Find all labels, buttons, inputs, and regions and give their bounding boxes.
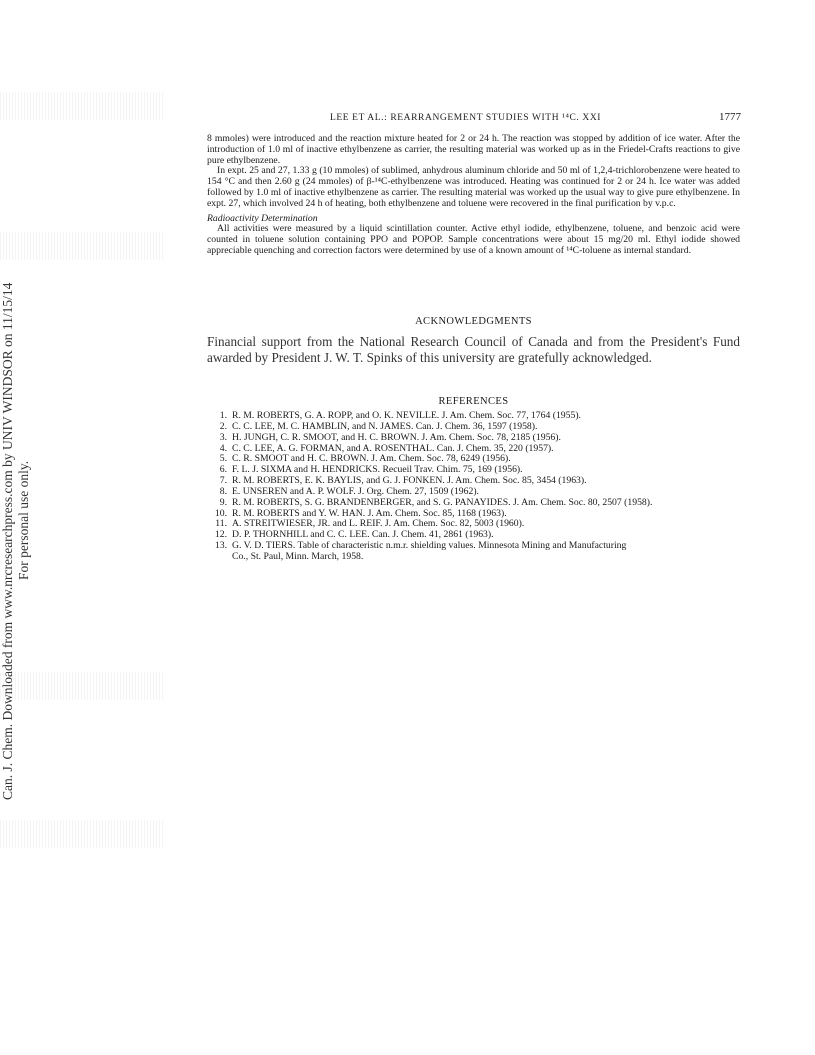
reference-continuation: Co., St. Paul, Minn. March, 1958. (232, 550, 364, 562)
list-item: 5. C. R. SMOOT and H. C. BROWN. J. Am. Chem. Soc. 78, 6249 (1956). (219, 453, 511, 465)
running-title: LEE ET AL.: REARRANGEMENT STUDIES WITH ¹⁴C. XXI (330, 113, 602, 123)
acknowledgments-heading: ACKNOWLEDGMENTS (415, 316, 532, 327)
watermark-line-2: For personal use only. (16, 460, 31, 580)
list-item: 10. R. M. ROBERTS and Y. W. HAN. J. Am. Chem. Soc. 85, 1168 (1963). (214, 507, 507, 519)
list-item: 7. R. M. ROBERTS, E. K. BAYLIS, and G. J. FONKEN. J. Am. Chem. Soc. 85, 3454 (1963). (219, 475, 587, 487)
list-item: 4. C. C. LEE, A. G. FORMAN, and A. ROSENTHAL. Can. J. Chem. 35, 220 (1957). (219, 442, 554, 454)
download-watermark (0, 0, 48, 1055)
subheading: Radioactivity Determination (207, 212, 318, 224)
paragraph-3: All activities were measured by a liquid scintillation counter. Active ethyl iodide, ethylbenzene, toluene, and benzoic acid were counted in toluene solution containing PPO and POPOP. Sample concentrations were about 15 mg/20 ml. Ethyl iodide showed appreciable quenching and correction factors were determined by use of a known amount of ¹⁴C-toluene as internal standard. (207, 223, 740, 256)
page-number: 1777 (719, 111, 741, 123)
acknowledgments-text: Financial support from the National Research Council of Canada and from the President's Fund awarded by President J. W. T. Spinks of this university are gratefully acknowledged. (207, 334, 740, 365)
list-item: 2. C. C. LEE, M. C. HAMBLIN, and N. JAMES. Can. J. Chem. 36, 1597 (1958). (219, 420, 538, 432)
list-item: 12. D. P. THORNHILL and C. C. LEE. Can. J. Chem. 41, 2861 (1963). (214, 529, 494, 541)
list-item: 3. H. JUNGH, C. R. SMOOT, and H. C. BROWN. J. Am. Chem. Soc. 78, 2185 (1956). (219, 431, 561, 443)
list-item: 6. F. L. J. SIXMA and H. HENDRICKS. Recueil Trav. Chim. 75, 169 (1956). (219, 464, 523, 476)
list-item: 8. E. UNSEREN and A. P. WOLF. J. Org. Chem. 27, 1509 (1962). (219, 485, 479, 497)
reference-list (207, 411, 747, 563)
list-item: 9. R. M. ROBERTS, S. G. BRANDENBERGER, and S. G. PANAYIDES. J. Am. Chem. Soc. 80, 2507 (1958). (219, 496, 653, 508)
list-item: 1. R. M. ROBERTS, G. A. ROPP, and O. K. NEVILLE. J. Am. Chem. Soc. 77, 1764 (1955). (219, 410, 581, 421)
body-text (207, 134, 740, 257)
list-item: 11. A. STREITWIESER, JR. and L. REIF. J. Am. Chem. Soc. 82, 5003 (1960). (215, 518, 525, 530)
paragraph-1: 8 mmoles) were introduced and the reaction mixture heated for 2 or 24 h. The reaction was stopped by addition of ice water. After the introduction of 1.0 ml of inactive ethylbenzene as carrier, the resulting material was worked up as in the Friedel-Crafts reactions to give pure ethylbenzene. (207, 133, 740, 166)
list-item: 13. G. V. D. TIERS. Table of characteristic n.m.r. shielding values. Minnesota Mining and Manufacturing (214, 540, 627, 552)
references-heading: REFERENCES (438, 396, 509, 407)
paragraph-2: In expt. 25 and 27, 1.33 g (10 mmoles) of sublimed, anhydrous aluminum chloride and 50 ml of 1,2,4-trichlorobenzene were heated to 154 °C and then 2.60 g (24 mmoles) of β-¹⁴C-ethylbenzene was introduced. Heating was continued for 2 or 24 h. Ice water was added followed by 1.0 ml of inactive ethylbenzene as carrier. The resulting material was worked up the usual way to give pure ethylbenzene. In expt. 27, which involved 24 h of heating, both ethylbenzene and toluene were recovered in the final purification by v.p.c. (207, 165, 740, 209)
watermark-line-1: Can. J. Chem. Downloaded from www.nrcresearchpress.com by UNIV WINDSOR on 11/15/14 (0, 282, 15, 800)
